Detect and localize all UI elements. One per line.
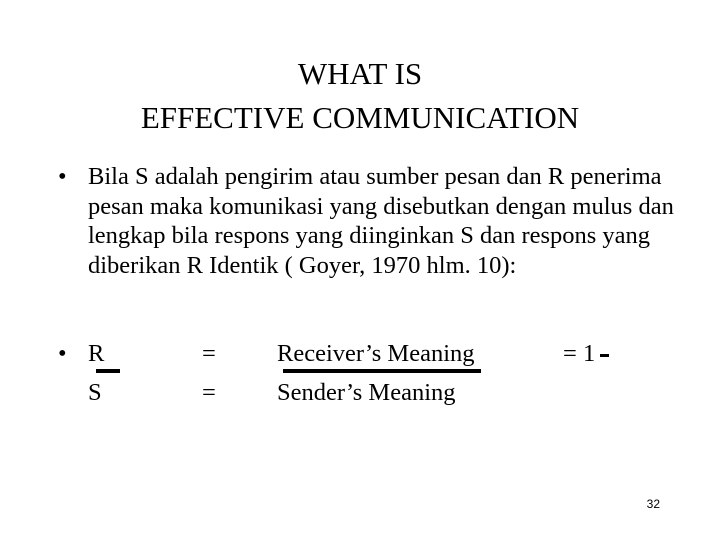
formula-denominator-var: S xyxy=(88,379,102,406)
bullet-text: Bila S adalah pengirim atau sumber pesan dan R penerima pesan maka komunikasi yang disebutkan dengan mulus dan lengkap bila respons yang diinginkan S dan respons yang diberikan R Identik ( Goyer, 1970 hlm. 10): xyxy=(88,163,674,279)
fraction-bar-var xyxy=(96,369,120,373)
formula-numerator-var: R xyxy=(88,340,105,367)
title-line-1: WHAT IS xyxy=(297,56,423,91)
title-line-2: EFFECTIVE COMMUNICATION xyxy=(140,100,580,135)
formula-numerator-meaning: Receiver’s Meaning xyxy=(277,340,475,367)
bullet-list xyxy=(58,162,698,280)
formula-equals-1: = xyxy=(202,340,216,367)
formula-equals-2: = xyxy=(202,379,216,406)
formula-denominator-meaning: Sender’s Meaning xyxy=(277,379,456,406)
bullet-item-definition xyxy=(58,162,698,280)
slide-title xyxy=(0,52,720,140)
fraction-bar-meaning xyxy=(283,369,481,373)
bullet-marker-formula: • xyxy=(58,340,67,367)
bullet-marker: • xyxy=(58,163,67,190)
fraction-bar-result xyxy=(600,354,609,357)
page-number: 32 xyxy=(646,497,660,511)
formula-result: = 1 xyxy=(563,340,596,367)
